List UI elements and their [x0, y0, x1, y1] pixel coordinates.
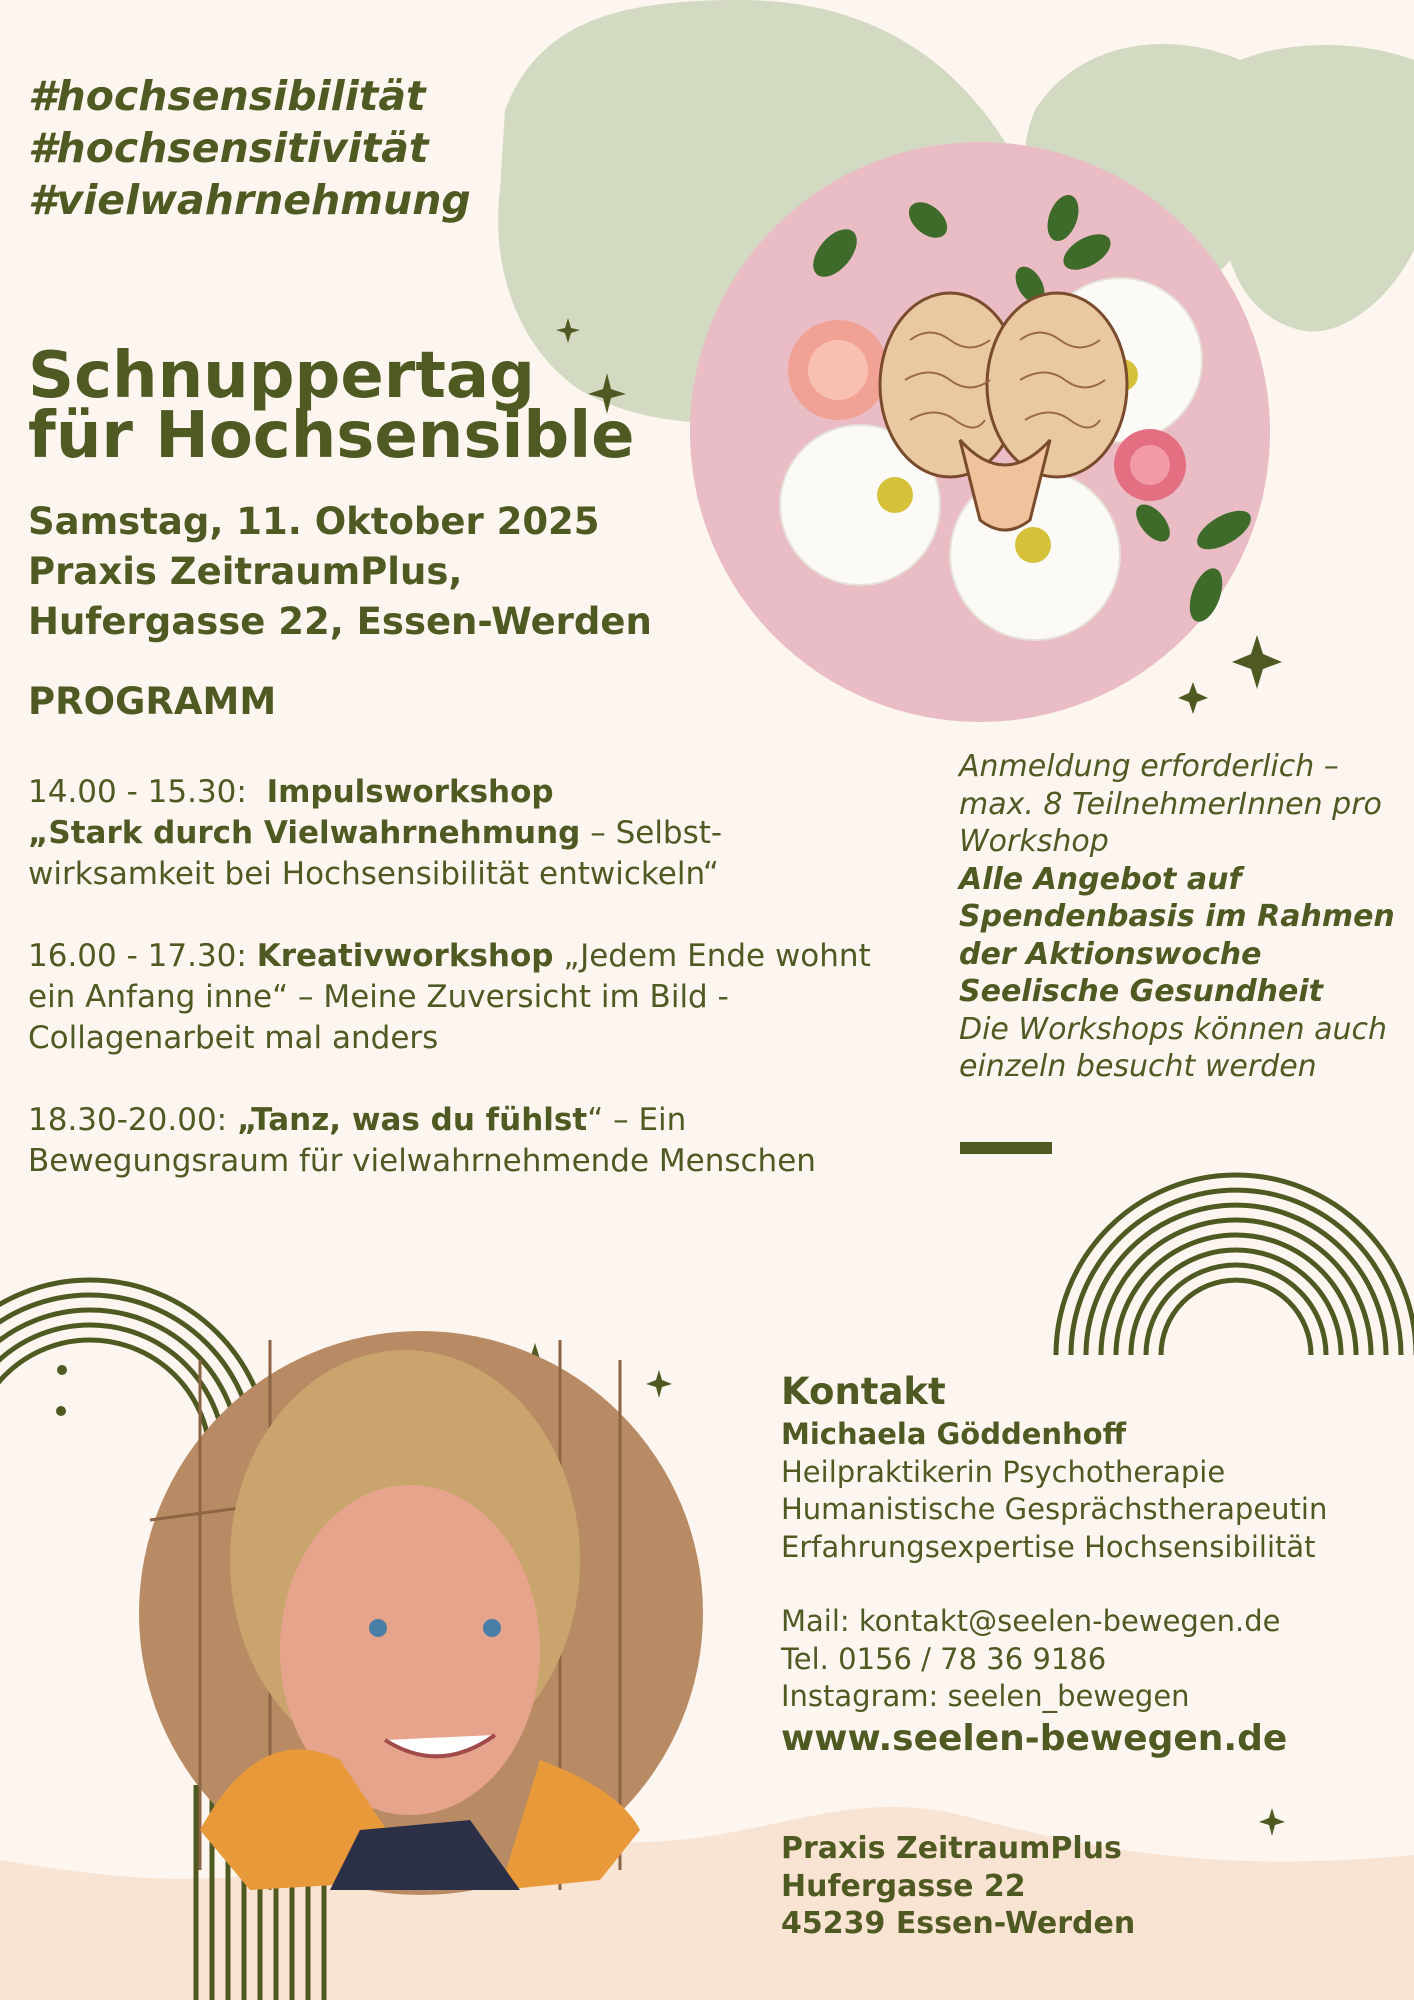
hashtags — [28, 70, 471, 226]
brain-with-flowers-photo — [690, 142, 1270, 722]
sparkle-icon — [646, 1370, 672, 1398]
contact-website[interactable]: www.seelen-bewegen.de — [781, 1717, 1288, 1759]
event-info — [28, 497, 652, 647]
contact-phone[interactable]: Tel. 0156 / 78 36 9186 — [781, 1641, 1107, 1676]
donation-note: Alle Angebot auf Spendenbasis im Rahmen der Aktionswoche Seelische Gesundheit — [959, 861, 1395, 1009]
program-name: Impulsworkshop — [266, 774, 554, 810]
sparkle-icon — [1178, 682, 1208, 714]
registration-intro: Anmeldung erforderlich – max. 8 TeilnehmerInnen pro Workshop — [959, 749, 1382, 859]
divider-bar — [960, 1142, 1052, 1154]
program-title: „Tanz, was du fühlst — [236, 1102, 588, 1138]
contact-role: Erfahrungsexpertise Hochsensibilität — [781, 1529, 1316, 1564]
contact-mail[interactable]: Mail: kontakt@seelen-bewegen.de — [781, 1604, 1281, 1638]
portrait-photo — [139, 1331, 703, 1895]
program-time: 16.00 - 17.30: — [28, 938, 247, 974]
sparkle-icon — [1232, 635, 1282, 689]
contact-instagram[interactable]: Instagram: seelen_bewegen — [781, 1679, 1190, 1713]
contact-block — [781, 1370, 1401, 1762]
program-description: “ – Ein Bewegungsraum für vielwahrnehmende Menschen — [28, 1102, 816, 1179]
program-description: „Jedem Ende wohnt ein Anfang inne“ – Meine Zuversicht im Bild - Collagenarbeit mal anders — [28, 938, 871, 1056]
contact-name: Michaela Göddenhoff — [781, 1417, 1127, 1451]
program-item — [28, 1100, 908, 1182]
title-line: für Hochsensible — [28, 399, 635, 473]
registration-outro: Die Workshops können auch einzeln besucht werden — [959, 1011, 1388, 1084]
program-item — [28, 772, 908, 895]
title-line: Schnuppertag — [28, 339, 535, 413]
event-date: Samstag, 11. Oktober 2025 — [28, 500, 600, 543]
registration-note — [959, 748, 1409, 1086]
address-line: 45239 Essen-Werden — [781, 1906, 1136, 1941]
sparkle-icon — [1259, 1808, 1285, 1836]
hashtag: #hochsensitivität — [28, 124, 429, 172]
contact-role: Heilpraktikerin Psychotherapie — [781, 1454, 1226, 1489]
event-venue: Praxis ZeitraumPlus, — [28, 550, 463, 593]
contact-heading: Kontakt — [781, 1370, 946, 1413]
program-title: „Stark durch Vielwahrnehmung — [28, 815, 581, 851]
program-time: 14.00 - 15.30: — [28, 774, 247, 810]
hashtag: #vielwahrnehmung — [28, 176, 471, 224]
practice-address — [781, 1830, 1135, 1943]
program-time: 18.30-20.00: — [28, 1102, 228, 1138]
program-heading: PROGRAMM — [28, 680, 277, 723]
address-line: Praxis ZeitraumPlus — [781, 1831, 1122, 1866]
program-item — [28, 936, 908, 1059]
program-description: – Selbst-wirksamkeit bei Hochsensibilität entwickeln“ — [28, 815, 723, 892]
event-title — [28, 339, 635, 473]
hashtag: #hochsensibilität — [28, 72, 426, 120]
program-name: Kreativworkshop — [256, 938, 554, 974]
program-list — [28, 772, 908, 1223]
address-line: Hufergasse 22 — [781, 1868, 1026, 1904]
contact-role: Humanistische Gesprächstherapeutin — [781, 1492, 1328, 1526]
event-address: Hufergasse 22, Essen-Werden — [28, 600, 652, 643]
right-arcs — [1056, 1175, 1414, 1355]
